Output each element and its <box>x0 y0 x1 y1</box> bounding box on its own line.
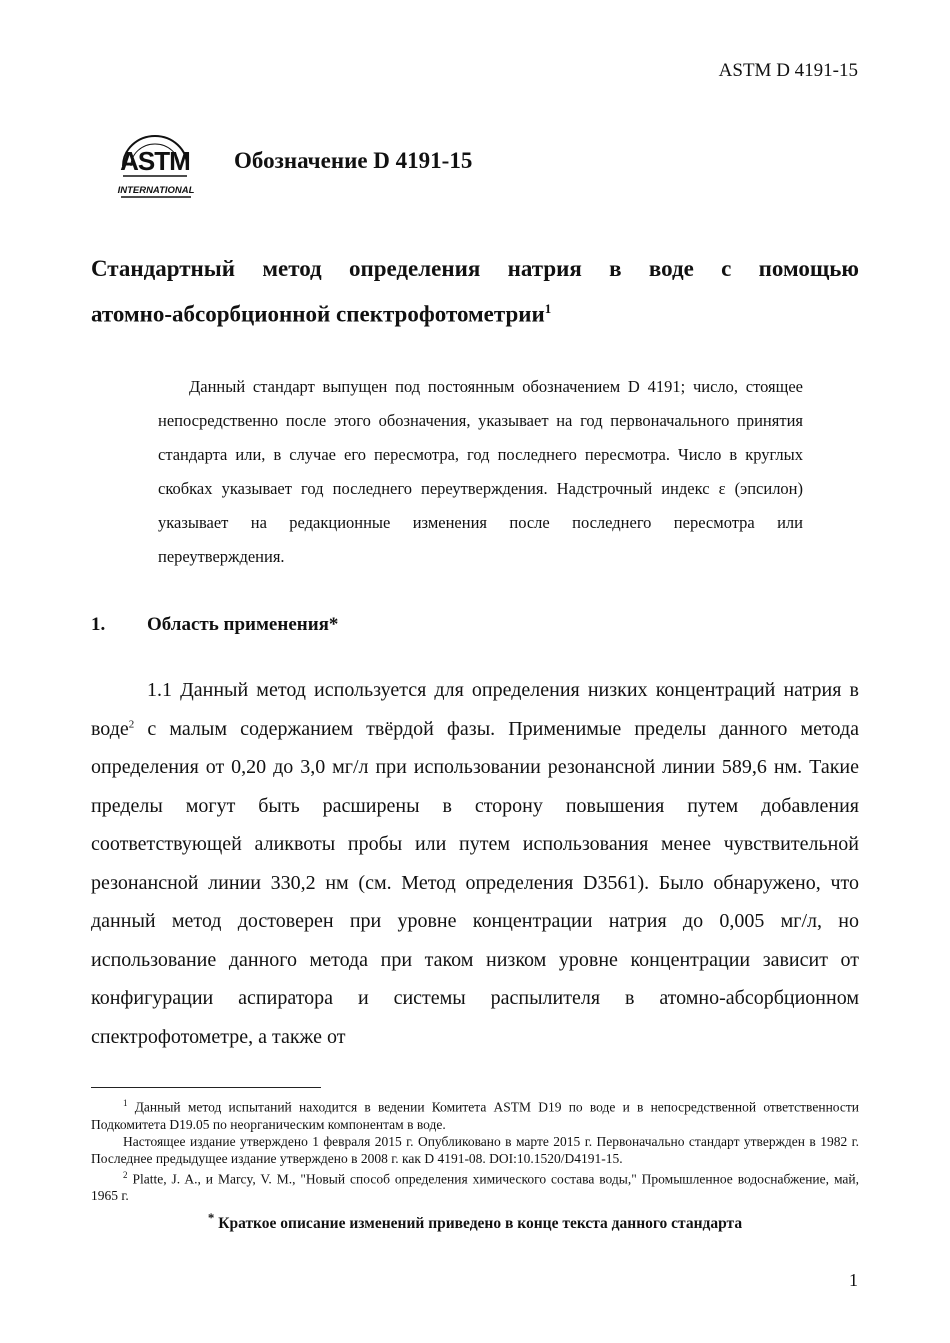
footnotes <box>91 1095 859 1204</box>
footnote <box>91 1167 859 1205</box>
body-paragraph <box>91 671 859 1056</box>
footnote-mark: 1 <box>123 1098 128 1108</box>
title-word: помощью <box>758 256 859 281</box>
title-word: Стандартный <box>91 256 236 281</box>
page-number: 1 <box>849 1270 858 1290</box>
astm-logo <box>113 126 197 200</box>
title-line-1 <box>91 249 859 289</box>
title-word: с <box>721 256 732 281</box>
footnote-divider <box>91 1087 321 1088</box>
footnote-text: Platte, J. A., и Marcy, V. M., "Новый способ определения химического состава воды," Промышленное водоснабжение, май, 1965 г. <box>91 1171 859 1203</box>
title-word: натрия <box>507 256 582 281</box>
designation-title: Обозначение D 4191-15 <box>234 148 473 173</box>
title-word: метод <box>262 256 322 281</box>
logo-text: INTERNATIONAL <box>117 185 195 196</box>
footnote-text: Настоящее издание утверждено 1 февраля 2015 г. Опубликовано в марте 2015 г. Первоначально стандарт утвержден в 1982 г. Последнее предыдущее издание утверждено в 2008 г. как D 4191-08. DOI:10.1520/D4191-15. <box>91 1133 859 1166</box>
title-word: в <box>609 256 622 281</box>
document-code: ASTM D 4191-15 <box>718 60 858 81</box>
paragraph-text-1: 1.1 Данный метод используется для определения низких концентраций натрия в воде <box>91 679 859 740</box>
svg-text:ASTM: ASTM <box>120 146 190 176</box>
title-footnote-mark: 1 <box>544 301 552 316</box>
paragraph-footnote-mark: 2 <box>128 717 135 730</box>
footnote <box>91 1095 859 1133</box>
section-number: 1. <box>91 614 106 635</box>
section-heading <box>91 614 338 636</box>
section-title: Область применения* <box>147 614 339 635</box>
footnote <box>91 1133 859 1167</box>
title-line-2-text: атомно-абсорбционной спектрофотометрии <box>91 301 545 327</box>
document-title <box>91 249 859 335</box>
paragraph-text-2: с малым содержанием твёрдой фазы. Применимые пределы данного метода определения от 0,20 до 3,0 мг/л при использовании резонансной линии 589,6 нм. Такие пределы могут быть расширены в сторону повышения путем добавления соответствующей аликвоты пробы или путем использования менее чувствительной резонансной линии 330,2 нм (см. Метод определения D3561). Было обнаружено, что данный метод достоверен при уровне концентрации натрия до 0,005 мг/л, но использование данного метода при таком низком уровне концентрации зависит от конфигурации аспиратора и системы распылителя в атомно-абсорбционном спектрофотометре, а также от <box>91 717 859 1048</box>
title-line-2 <box>91 289 859 335</box>
title-word: воде <box>648 256 694 281</box>
footnote-mark: 2 <box>123 1169 128 1180</box>
footnote-text: Данный метод испытаний находится в ведении Комитета ASTM D19 по воде и в непосредственной ответственности Подкомитета D19.05 по неорганическим компонентам в воде. <box>91 1099 859 1132</box>
summary-text: Краткое описание изменений приведено в конце текста данного стандарта <box>218 1215 743 1233</box>
standard-notice: Данный стандарт выпущен под постоянным обозначением D 4191; число, стоящее непосредственно после этого обозначения, указывает на год первоначального принятия стандарта или, в случае его пересмотра, год последнего пересмотра. Число в круглых скобках указывает год последнего переутверждения. Надстрочный индекс ε (эпсилон) указывает на редакционные изменения после последнего пересмотра или переутверждения. <box>158 377 803 566</box>
title-word: определения <box>348 256 481 281</box>
changes-summary-note <box>0 1210 950 1233</box>
summary-mark: * <box>207 1210 215 1225</box>
